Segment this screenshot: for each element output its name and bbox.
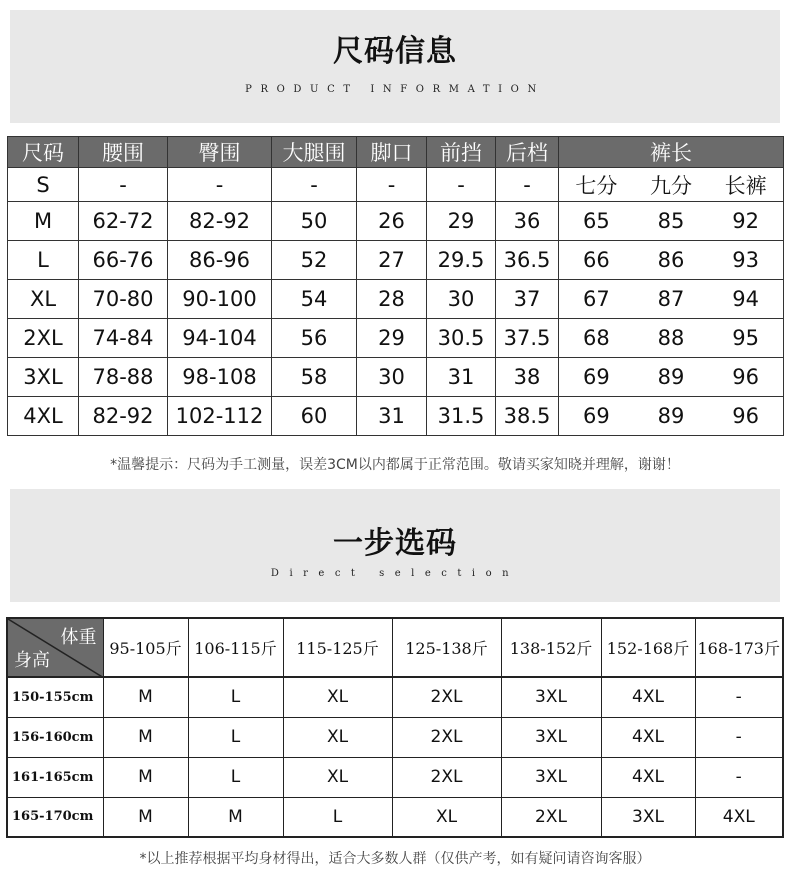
size-cell: XL bbox=[283, 677, 392, 717]
height-label: 150-155cm bbox=[7, 677, 103, 717]
header-back-rise: 后档 bbox=[496, 137, 559, 168]
size-info-subtitle: PRODUCT INFORMATION bbox=[245, 84, 545, 95]
size-table-header bbox=[8, 137, 784, 168]
cell-lenfull: 96 bbox=[732, 404, 759, 428]
header-front-rise: 前挡 bbox=[427, 137, 496, 168]
cell-front: 30.5 bbox=[427, 319, 496, 358]
cell-pant-lengths bbox=[559, 202, 784, 241]
cell-front: 29 bbox=[427, 202, 496, 241]
size-cell: 3XL bbox=[501, 677, 601, 717]
size-cell: 2XL bbox=[392, 677, 501, 717]
cell-thigh: 54 bbox=[272, 280, 357, 319]
cell-len7: 七分 bbox=[575, 173, 618, 198]
cell-waist: 66-76 bbox=[79, 241, 168, 280]
size-cell: 4XL bbox=[695, 797, 783, 837]
direct-selection-banner bbox=[10, 489, 780, 602]
weight-header: 115-125斤 bbox=[283, 618, 392, 677]
height-label: 165-170cm bbox=[7, 797, 103, 837]
cell-waist: 78-88 bbox=[79, 358, 168, 397]
selection-table bbox=[6, 617, 784, 838]
cell-hip: 86-96 bbox=[168, 241, 272, 280]
size-cell: L bbox=[188, 717, 283, 757]
weight-header: 168-173斤 bbox=[695, 618, 783, 677]
size-cell: - bbox=[695, 717, 783, 757]
size-cell: XL bbox=[283, 717, 392, 757]
size-cell: 3XL bbox=[601, 797, 695, 837]
size-cell: 4XL bbox=[601, 757, 695, 797]
cell-hem: - bbox=[357, 168, 427, 202]
cell-pant-lengths bbox=[559, 168, 784, 202]
cell-hem: 29 bbox=[357, 319, 427, 358]
cell-len9: 85 bbox=[657, 209, 685, 233]
cell-size: M bbox=[8, 202, 79, 241]
cell-pant-lengths bbox=[559, 241, 784, 280]
header-hem: 脚口 bbox=[357, 137, 427, 168]
cell-size: S bbox=[8, 168, 79, 202]
size-table bbox=[7, 136, 784, 436]
size-cell: L bbox=[283, 797, 392, 837]
table-row bbox=[8, 319, 784, 358]
size-info-title: 尺码信息 bbox=[333, 34, 457, 69]
cell-back: 37.5 bbox=[496, 319, 559, 358]
size-cell: 4XL bbox=[601, 677, 695, 717]
cell-len9: 89 bbox=[657, 404, 685, 428]
size-cell: L bbox=[188, 677, 283, 717]
table-row bbox=[8, 202, 784, 241]
size-cell: 2XL bbox=[392, 717, 501, 757]
weight-header: 138-152斤 bbox=[501, 618, 601, 677]
cell-back: 38 bbox=[496, 358, 559, 397]
size-cell: 2XL bbox=[392, 757, 501, 797]
cell-hip: 82-92 bbox=[168, 202, 272, 241]
cell-front: - bbox=[427, 168, 496, 202]
cell-hem: 28 bbox=[357, 280, 427, 319]
cell-lenfull: 92 bbox=[732, 209, 759, 233]
cell-back: 36.5 bbox=[496, 241, 559, 280]
size-cell: XL bbox=[392, 797, 501, 837]
header-hip: 臀围 bbox=[168, 137, 272, 168]
cell-len7: 69 bbox=[582, 365, 610, 389]
cell-hem: 26 bbox=[357, 202, 427, 241]
size-cell: 4XL bbox=[601, 717, 695, 757]
cell-len7: 66 bbox=[582, 248, 610, 272]
size-cell: 3XL bbox=[501, 717, 601, 757]
direct-selection-title: 一步选码 bbox=[333, 526, 457, 561]
size-cell: - bbox=[695, 677, 783, 717]
cell-hip: 90-100 bbox=[168, 280, 272, 319]
height-label: 156-160cm bbox=[7, 717, 103, 757]
weight-header: 125-138斤 bbox=[392, 618, 501, 677]
cell-thigh: 58 bbox=[272, 358, 357, 397]
cell-pant-lengths bbox=[559, 319, 784, 358]
selection-table-header bbox=[7, 618, 783, 677]
cell-len7: 68 bbox=[582, 326, 610, 350]
size-cell: M bbox=[188, 797, 283, 837]
cell-len9: 88 bbox=[657, 326, 685, 350]
size-cell: - bbox=[695, 757, 783, 797]
cell-hip: 98-108 bbox=[168, 358, 272, 397]
weight-header: 106-115斤 bbox=[188, 618, 283, 677]
cell-back: 36 bbox=[496, 202, 559, 241]
cell-lenfull: 95 bbox=[732, 326, 759, 350]
measurement-note: *温馨提示：尺码为手工测量，误差3CM以内都属于正常范围。敬请买家知晓并理解，谢谢！ bbox=[110, 457, 680, 473]
cell-len9: 87 bbox=[657, 287, 685, 311]
size-cell: 2XL bbox=[501, 797, 601, 837]
cell-pant-lengths bbox=[559, 397, 784, 436]
cell-thigh: 52 bbox=[272, 241, 357, 280]
cell-waist: 82-92 bbox=[79, 397, 168, 436]
cell-len7: 65 bbox=[582, 209, 610, 233]
direct-selection-subtitle: Direct selection bbox=[270, 568, 520, 579]
size-cell: M bbox=[103, 717, 188, 757]
cell-hip: 94-104 bbox=[168, 319, 272, 358]
corner-cell bbox=[7, 618, 103, 677]
cell-front: 31 bbox=[427, 358, 496, 397]
cell-hip: - bbox=[168, 168, 272, 202]
cell-len7: 69 bbox=[582, 404, 610, 428]
height-label: 161-165cm bbox=[7, 757, 103, 797]
table-row bbox=[7, 677, 783, 717]
cell-pant-lengths bbox=[559, 280, 784, 319]
cell-back: - bbox=[496, 168, 559, 202]
cell-thigh: - bbox=[272, 168, 357, 202]
cell-len9: 89 bbox=[657, 365, 685, 389]
header-waist: 腰围 bbox=[79, 137, 168, 168]
weight-header: 95-105斤 bbox=[103, 618, 188, 677]
size-cell: M bbox=[103, 757, 188, 797]
cell-lenfull: 长裤 bbox=[724, 173, 767, 198]
cell-hem: 30 bbox=[357, 358, 427, 397]
cell-waist: 62-72 bbox=[79, 202, 168, 241]
cell-thigh: 60 bbox=[272, 397, 357, 436]
table-row bbox=[7, 717, 783, 757]
size-cell: M bbox=[103, 797, 188, 837]
cell-len9: 九分 bbox=[649, 173, 692, 198]
size-info-banner bbox=[10, 10, 780, 123]
cell-back: 38.5 bbox=[496, 397, 559, 436]
cell-hem: 27 bbox=[357, 241, 427, 280]
cell-hem: 31 bbox=[357, 397, 427, 436]
cell-size: L bbox=[8, 241, 79, 280]
table-row bbox=[8, 358, 784, 397]
cell-pant-lengths bbox=[559, 358, 784, 397]
cell-len9: 86 bbox=[657, 248, 685, 272]
cell-size: 4XL bbox=[8, 397, 79, 436]
table-row bbox=[8, 280, 784, 319]
cell-size: 3XL bbox=[8, 358, 79, 397]
recommendation-note: *以上推荐根据平均身材得出，适合大多数人群（仅供产考，如有疑问请咨询客服） bbox=[139, 851, 651, 867]
cell-hip: 102-112 bbox=[168, 397, 272, 436]
size-cell: 3XL bbox=[501, 757, 601, 797]
cell-front: 31.5 bbox=[427, 397, 496, 436]
corner-weight-label: 体重 bbox=[60, 627, 97, 648]
cell-front: 29.5 bbox=[427, 241, 496, 280]
cell-thigh: 50 bbox=[272, 202, 357, 241]
cell-lenfull: 93 bbox=[732, 248, 759, 272]
weight-header: 152-168斤 bbox=[601, 618, 695, 677]
cell-front: 30 bbox=[427, 280, 496, 319]
cell-len7: 67 bbox=[582, 287, 610, 311]
size-cell: L bbox=[188, 757, 283, 797]
cell-lenfull: 94 bbox=[732, 287, 759, 311]
header-size: 尺码 bbox=[8, 137, 79, 168]
size-cell: M bbox=[103, 677, 188, 717]
corner-height-label: 身高 bbox=[14, 650, 50, 671]
cell-size: XL bbox=[8, 280, 79, 319]
cell-size: 2XL bbox=[8, 319, 79, 358]
cell-waist: - bbox=[79, 168, 168, 202]
cell-back: 37 bbox=[496, 280, 559, 319]
cell-lenfull: 96 bbox=[732, 365, 759, 389]
header-thigh: 大腿围 bbox=[272, 137, 357, 168]
table-row bbox=[8, 168, 784, 202]
size-cell: XL bbox=[283, 757, 392, 797]
header-pant-length: 裤长 bbox=[559, 137, 784, 168]
cell-waist: 70-80 bbox=[79, 280, 168, 319]
cell-thigh: 56 bbox=[272, 319, 357, 358]
table-row bbox=[7, 757, 783, 797]
table-row bbox=[7, 797, 783, 837]
table-row bbox=[8, 241, 784, 280]
cell-waist: 74-84 bbox=[79, 319, 168, 358]
table-row bbox=[8, 397, 784, 436]
